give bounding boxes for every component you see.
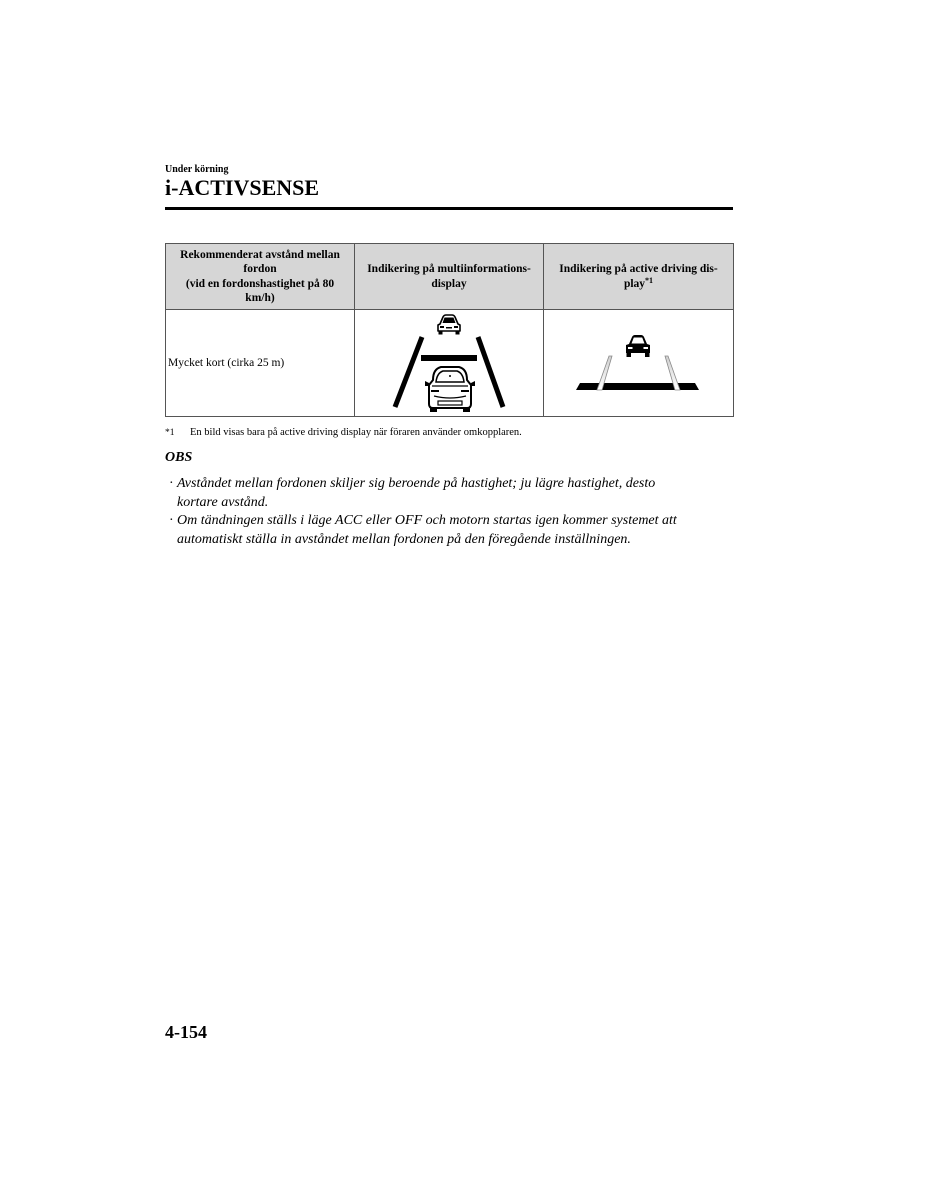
- header-line-text: play: [623, 277, 646, 290]
- multi-display-cell: [355, 310, 544, 417]
- footnote-text: En bild visas bara på active driving display när föraren använder omkopplaren.: [190, 427, 522, 438]
- bullet-line: kortare avstånd.: [177, 494, 269, 510]
- active-display-cell: [544, 310, 734, 417]
- header-line: Rekommenderat avstånd mellan: [180, 248, 340, 261]
- active-display-illustration: [544, 310, 733, 416]
- table-row: [166, 310, 734, 417]
- header-multi-information-display: [355, 244, 544, 310]
- distance-cell: Mycket kort (cirka 25 m): [166, 310, 355, 417]
- obs-heading: OBS: [165, 450, 193, 465]
- page-number: 4-154: [165, 1022, 207, 1042]
- header-line: Indikering på multiinformations-: [367, 263, 531, 275]
- header-line: km/h): [245, 292, 275, 304]
- car-ahead-icon: [626, 335, 650, 357]
- lane-line-left: [395, 337, 422, 407]
- header-line: display: [431, 277, 467, 290]
- header-line: (vid en fordonshastighet på 80: [185, 277, 335, 290]
- bullet-mark: ·: [169, 513, 174, 528]
- header-line: Indikering på active driving dis-: [559, 263, 718, 275]
- section-label: Under körning: [165, 164, 229, 175]
- lane-line-right: [478, 337, 503, 407]
- footnote-reference: *1: [645, 275, 654, 285]
- car-ahead-icon: [438, 315, 460, 335]
- header-recommended-distance: [166, 244, 355, 310]
- page-title: i-ACTIVSENSE: [165, 175, 320, 200]
- own-car-icon: [425, 367, 475, 412]
- bullet-mark: ·: [169, 476, 174, 491]
- distance-table: [165, 243, 734, 417]
- multi-display-illustration: [355, 310, 543, 416]
- footnote: [165, 426, 522, 440]
- bullet-line: Om tändningen ställs i läge ACC eller OFF och motorn startas igen kommer systemet att: [177, 513, 677, 528]
- footnote-mark: *1: [165, 428, 175, 438]
- bullet-line: automatiskt ställa in avståndet mellan fordonen på den föregående inställningen.: [177, 531, 631, 547]
- distance-bar: [421, 355, 477, 361]
- obs-list: [169, 475, 733, 549]
- title-rule: [165, 207, 733, 210]
- bullet-line: Avståndet mellan fordonen skiljer sig beroende på hastighet; ju lägre hastighet, desto: [177, 476, 656, 491]
- header-line: fordon: [243, 263, 277, 275]
- table-header-row: [166, 244, 734, 310]
- header-line: [546, 277, 731, 292]
- header-active-driving-display: [544, 244, 734, 310]
- list-item: [169, 512, 733, 549]
- distance-bar: [576, 383, 699, 390]
- list-item: [169, 475, 733, 512]
